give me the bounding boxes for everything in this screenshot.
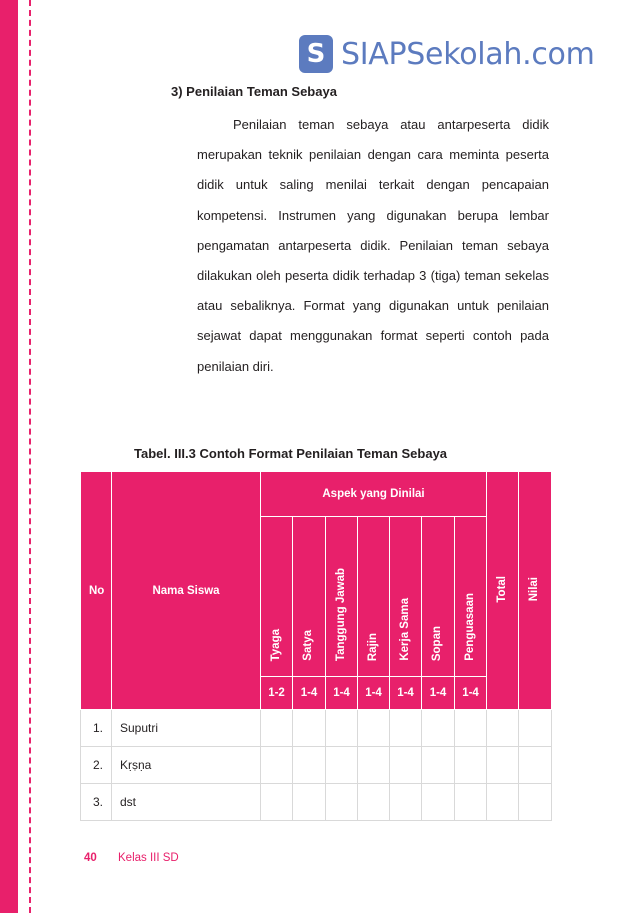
dashed-guide-line: [29, 0, 31, 913]
score-cell: [455, 784, 487, 821]
range-cell: 1-2: [261, 677, 293, 710]
score-cell: [261, 747, 293, 784]
student-name: Suputri: [112, 710, 261, 747]
score-cell: [293, 747, 326, 784]
score-cell: [326, 710, 358, 747]
student-name: Kṛṣṇa: [112, 747, 261, 784]
aspect-header: Sopan: [422, 517, 455, 677]
header-aspect-group: Aspek yang Dinilai: [261, 472, 487, 517]
total-cell: [487, 710, 519, 747]
nilai-cell: [519, 784, 552, 821]
total-cell: [487, 747, 519, 784]
nilai-cell: [519, 747, 552, 784]
aspect-header: Penguasaan: [455, 517, 487, 677]
score-cell: [358, 710, 390, 747]
score-cell: [358, 784, 390, 821]
score-cell: [422, 710, 455, 747]
score-cell: [326, 784, 358, 821]
score-cell: [326, 747, 358, 784]
nilai-cell: [519, 710, 552, 747]
table-row: [81, 784, 552, 821]
range-cell: 1-4: [422, 677, 455, 710]
student-name: dst: [112, 784, 261, 821]
row-number: 3.: [81, 784, 112, 821]
score-cell: [261, 710, 293, 747]
aspect-header: Satya: [293, 517, 326, 677]
table-row: [81, 710, 552, 747]
row-number: 1.: [81, 710, 112, 747]
score-cell: [293, 710, 326, 747]
header-nilai: Nilai: [519, 472, 552, 710]
aspect-header: Tyaga: [261, 517, 293, 677]
body-paragraph: Penilaian teman sebaya atau antarpeserta didik merupakan teknik penilaian dengan cara meminta peserta didik untuk saling menilai terkait dengan pencapaian kompetensi. Instrumen yang digunakan berupa lembar pengamatan antarpeserta didik. Penilaian teman sebaya dilakukan oleh peserta didik terhadap 3 (tiga) teman sekelas atau sebaliknya. Format yang digunakan untuk penilaian sejawat dapat menggunakan format seperti contoh pada penilaian diri.: [197, 117, 549, 374]
score-cell: [358, 747, 390, 784]
page-footer: [84, 852, 179, 864]
aspect-header: Kerja Sama: [390, 517, 422, 677]
aspect-header: Rajin: [358, 517, 390, 677]
range-cell: 1-4: [390, 677, 422, 710]
range-cell: 1-4: [326, 677, 358, 710]
score-cell: [390, 710, 422, 747]
total-cell: [487, 784, 519, 821]
page-number: 40: [84, 852, 97, 864]
section-title: 3) Penilaian Teman Sebaya: [171, 84, 337, 99]
row-number: 2.: [81, 747, 112, 784]
watermark-logo: [299, 30, 595, 78]
header-no: No: [81, 472, 112, 710]
score-cell: [390, 747, 422, 784]
assessment-table: [80, 471, 552, 821]
table-caption: Tabel. III.3 Contoh Format Penilaian Teman Sebaya: [134, 446, 448, 461]
score-cell: [455, 747, 487, 784]
logo-text: SIAPSekolah.com: [341, 36, 595, 72]
score-cell: [422, 784, 455, 821]
aspect-header: Tanggung Jawab: [326, 517, 358, 677]
header-total: Total: [487, 472, 519, 710]
header-name: Nama Siswa: [112, 472, 261, 710]
range-cell: 1-4: [293, 677, 326, 710]
range-cell: 1-4: [358, 677, 390, 710]
book-title: Kelas III SD: [118, 852, 179, 864]
score-cell: [455, 710, 487, 747]
pink-sidebar: [0, 0, 18, 913]
score-cell: [422, 747, 455, 784]
score-cell: [293, 784, 326, 821]
table-row: [81, 747, 552, 784]
range-cell: 1-4: [455, 677, 487, 710]
score-cell: [390, 784, 422, 821]
logo-badge: S: [299, 35, 333, 73]
score-cell: [261, 784, 293, 821]
